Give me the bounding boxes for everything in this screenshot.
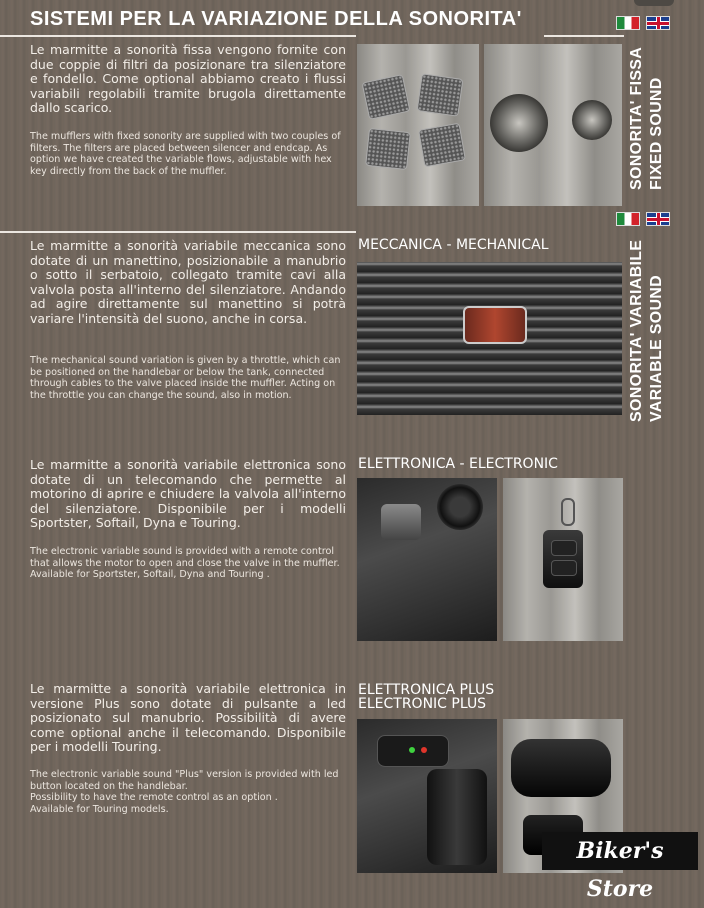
red-led-icon	[421, 747, 427, 753]
mechanical-throttle-photo	[357, 262, 622, 415]
header-divider-right	[544, 35, 624, 37]
fixed-sound-vertical-title	[627, 42, 667, 190]
fob-button	[551, 540, 577, 556]
grip-image	[427, 769, 487, 865]
electronic-plus-text-it: Le marmitte a sonorità variabile elettronica in versione Plus sono dotate di pulsante a led posizionato sul manubrio. Possibilità di avere come optional anche il telecomando. Disponibile per i modelli Touring.	[30, 681, 346, 755]
header-ornament	[634, 0, 674, 6]
remote-fob-image	[543, 530, 583, 588]
fixed-sound-title-it: SONORITA' FISSA	[628, 46, 645, 190]
handlebar-led-button-photo	[357, 719, 497, 873]
bikers-store-watermark: Biker's Store	[542, 832, 698, 870]
remote-control-photo	[503, 478, 623, 641]
throttle-knob-image	[463, 306, 527, 344]
filter-plate-image	[362, 74, 411, 120]
endcap-image	[572, 100, 612, 140]
filter-plate-image	[417, 73, 464, 116]
fixed-sound-text-en: The mufflers with fixed sonority are supplied with two couples of filters. The filters are placed between silencer and endcap. As option we have created the variable flows, adjustable with hex key directly from the back of the muffler.	[30, 131, 341, 177]
section-divider	[0, 231, 356, 233]
electronic-plus-heading-it: ELETTRONICA PLUS	[358, 682, 495, 698]
electronic-plus-text-en: The electronic variable sound "Plus" version is provided with led button located on the handlebar. Possibility to have the remote control as an option . Available for Touring models.	[30, 769, 339, 815]
flag-uk-icon[interactable]	[646, 212, 670, 226]
electronic-text-en: The electronic variable sound is provided with a remote control that allows the motor to open and close the valve in the muffler. Available for Sportster, Softail, Dyna and Touring .	[30, 546, 340, 581]
electronic-text-it: Le marmitte a sonorità variabile elettronica sono dotate di un telecomando che permette al motorino di aprire e chiudere la valvola all'interno del silenziatore. Disponibile per i modelli Sportster, Softail, Dyna e Touring.	[30, 457, 346, 531]
variable-sound-title-it: SONORITA' VARIABILE	[628, 239, 645, 422]
variable-sound-title-en: VARIABLE SOUND	[648, 274, 665, 422]
fob-button	[551, 560, 577, 576]
fixed-sound-title-en: FIXED SOUND	[648, 77, 665, 190]
mechanical-text-en: The mechanical sound variation is given by a throttle, which can be positioned on the handlebar or below the tank, connected through cables to the valve placed inside the muffler. Acting on the throttle you can change the sound, also in motion.	[30, 355, 341, 401]
keyring-image	[561, 498, 575, 526]
electronic-heading: ELETTRONICA - ELECTRONIC	[358, 456, 558, 472]
switch-housing-image	[381, 504, 421, 540]
fixed-sound-text-it: Le marmitte a sonorità fissa vengono fornite con due coppie di filtri da posizionare tra silenziatore e fondello. Come optional abbiamo creato i flussi variabili regolabili tramite brugola direttamente dallo scarico.	[30, 42, 346, 116]
endcaps-photo	[484, 44, 622, 206]
endcap-image	[490, 94, 548, 152]
variable-sound-vertical-title	[627, 236, 667, 422]
mechanical-text-it: Le marmitte a sonorità variabile meccanica sono dotate di un manettino, posizionabile a manubrio o sotto il serbatoio, collegato tramite cavi alla valvola posta all'interno del silenziatore. Andando ad agire direttamente sul manettino si potrà variare l'intensità del suono, anche in corsa.	[30, 238, 346, 326]
language-flags-variable	[616, 212, 670, 226]
mechanical-heading: MECCANICA - MECHANICAL	[358, 237, 549, 253]
filter-plate-image	[418, 123, 466, 168]
black-remote-image	[511, 739, 611, 797]
electronic-plus-heading-en: ELECTRONIC PLUS	[358, 696, 487, 712]
flag-italy-icon[interactable]	[616, 212, 640, 226]
filters-photo	[357, 44, 479, 206]
green-led-icon	[409, 747, 415, 753]
flag-uk-icon[interactable]	[646, 16, 670, 30]
flag-italy-icon[interactable]	[616, 16, 640, 30]
filter-plate-image	[365, 128, 411, 170]
page-title: SISTEMI PER LA VARIAZIONE DELLA SONORITA'	[30, 8, 522, 30]
header-divider	[0, 35, 356, 37]
electronic-handlebar-photo	[357, 478, 497, 641]
language-flags-top	[616, 16, 670, 30]
control-knob-image	[437, 484, 483, 530]
